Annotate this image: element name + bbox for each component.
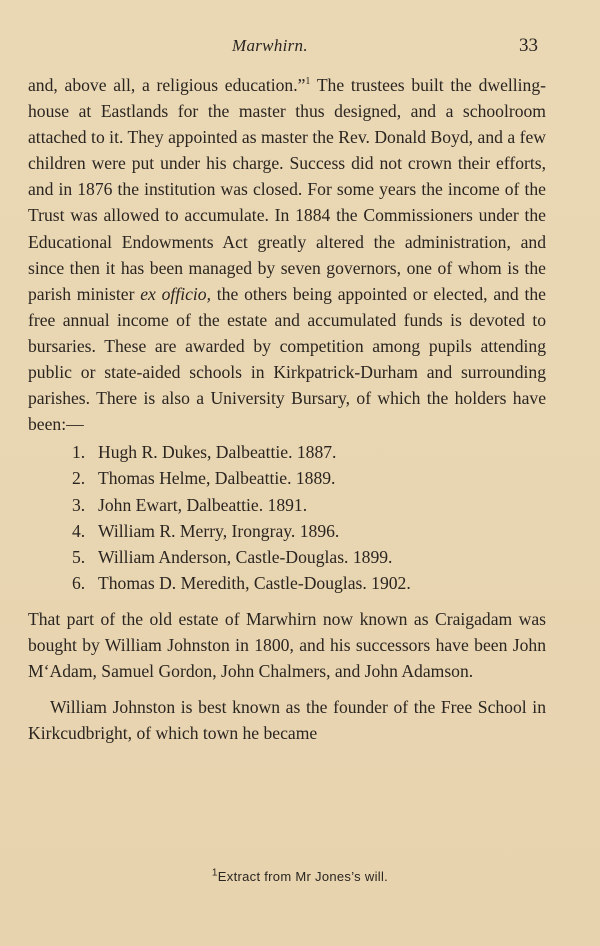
list-item-text: Thomas Helme, Dalbeattie. 1889. bbox=[98, 468, 336, 489]
paragraph-3: William Johnston is best known as the founder of the Free School in Kirkcudbright, of which town he became bbox=[28, 697, 546, 744]
bursary-holders-list bbox=[28, 439, 546, 596]
list-item-text: William Anderson, Castle-Douglas. 1899. bbox=[98, 546, 393, 567]
list-item-number: 5. bbox=[72, 546, 86, 567]
italic-phrase: ex officio, bbox=[140, 283, 211, 304]
paragraph-1 bbox=[28, 72, 546, 437]
list-item-text: William R. Merry, Irongray. 1896. bbox=[98, 520, 340, 541]
list-item bbox=[28, 439, 546, 465]
list-item-number: 4. bbox=[72, 520, 86, 541]
list-item-number: 1. bbox=[72, 442, 86, 463]
list-item bbox=[28, 465, 546, 491]
footnote-marker: 1 bbox=[211, 867, 218, 879]
page-number: 33 bbox=[519, 35, 538, 56]
list-item bbox=[28, 544, 546, 570]
list-item-number: 2. bbox=[72, 468, 86, 489]
footnote-text: Extract from Mr Jones’s will. bbox=[217, 869, 389, 884]
footnote-reference: 1 bbox=[305, 76, 311, 88]
page-header bbox=[0, 36, 600, 60]
paragraph-1-end: the others being appointed or elected, and the free annual income of the estate and accumulated funds is devoted to bursaries. These are awarded by competition among pupils attending public or state-aided schools in Kirkpatrick-Durham and surrounding parishes. There is also a University Bursary, of which the holders have been:— bbox=[28, 283, 546, 435]
list-item-number: 6. bbox=[72, 572, 86, 593]
list-item bbox=[28, 570, 546, 596]
list-item bbox=[28, 492, 546, 518]
footnote bbox=[0, 869, 600, 884]
paragraph-1-middle: The trustees built the dwelling-house at Eastlands for the master thus designed, and a schoolroom attached to it. They appointed as master the Rev. Donald Boyd, and a few children were put under his charge. Success did not crown their efforts, and in 1876 the institution was closed. For some years the income of the Trust was allowed to accumulate. In 1884 the Commissioners under the Educational Endowments Act greatly altered the administration, and since then it has been managed by seven governors, one of whom is the parish minister bbox=[28, 75, 546, 304]
list-item-number: 3. bbox=[72, 494, 86, 515]
list-item-text: Thomas D. Meredith, Castle-Douglas. 1902. bbox=[98, 572, 411, 593]
list-item-text: Hugh R. Dukes, Dalbeattie. 1887. bbox=[98, 442, 337, 463]
list-item-text: John Ewart, Dalbeattie. 1891. bbox=[98, 494, 308, 515]
paragraph-1-start: and, above all, a religious education.” bbox=[28, 75, 306, 95]
list-item bbox=[28, 518, 546, 544]
running-head: Marwhirn. bbox=[232, 36, 308, 55]
paragraph-2: That part of the old estate of Marwhirn now known as Craigadam was bought by William Johnston in 1800, and his successors have been John M‘Adam, Samuel Gordon, John Chalmers, and John Adamson. bbox=[28, 608, 546, 682]
body-text bbox=[28, 72, 546, 746]
